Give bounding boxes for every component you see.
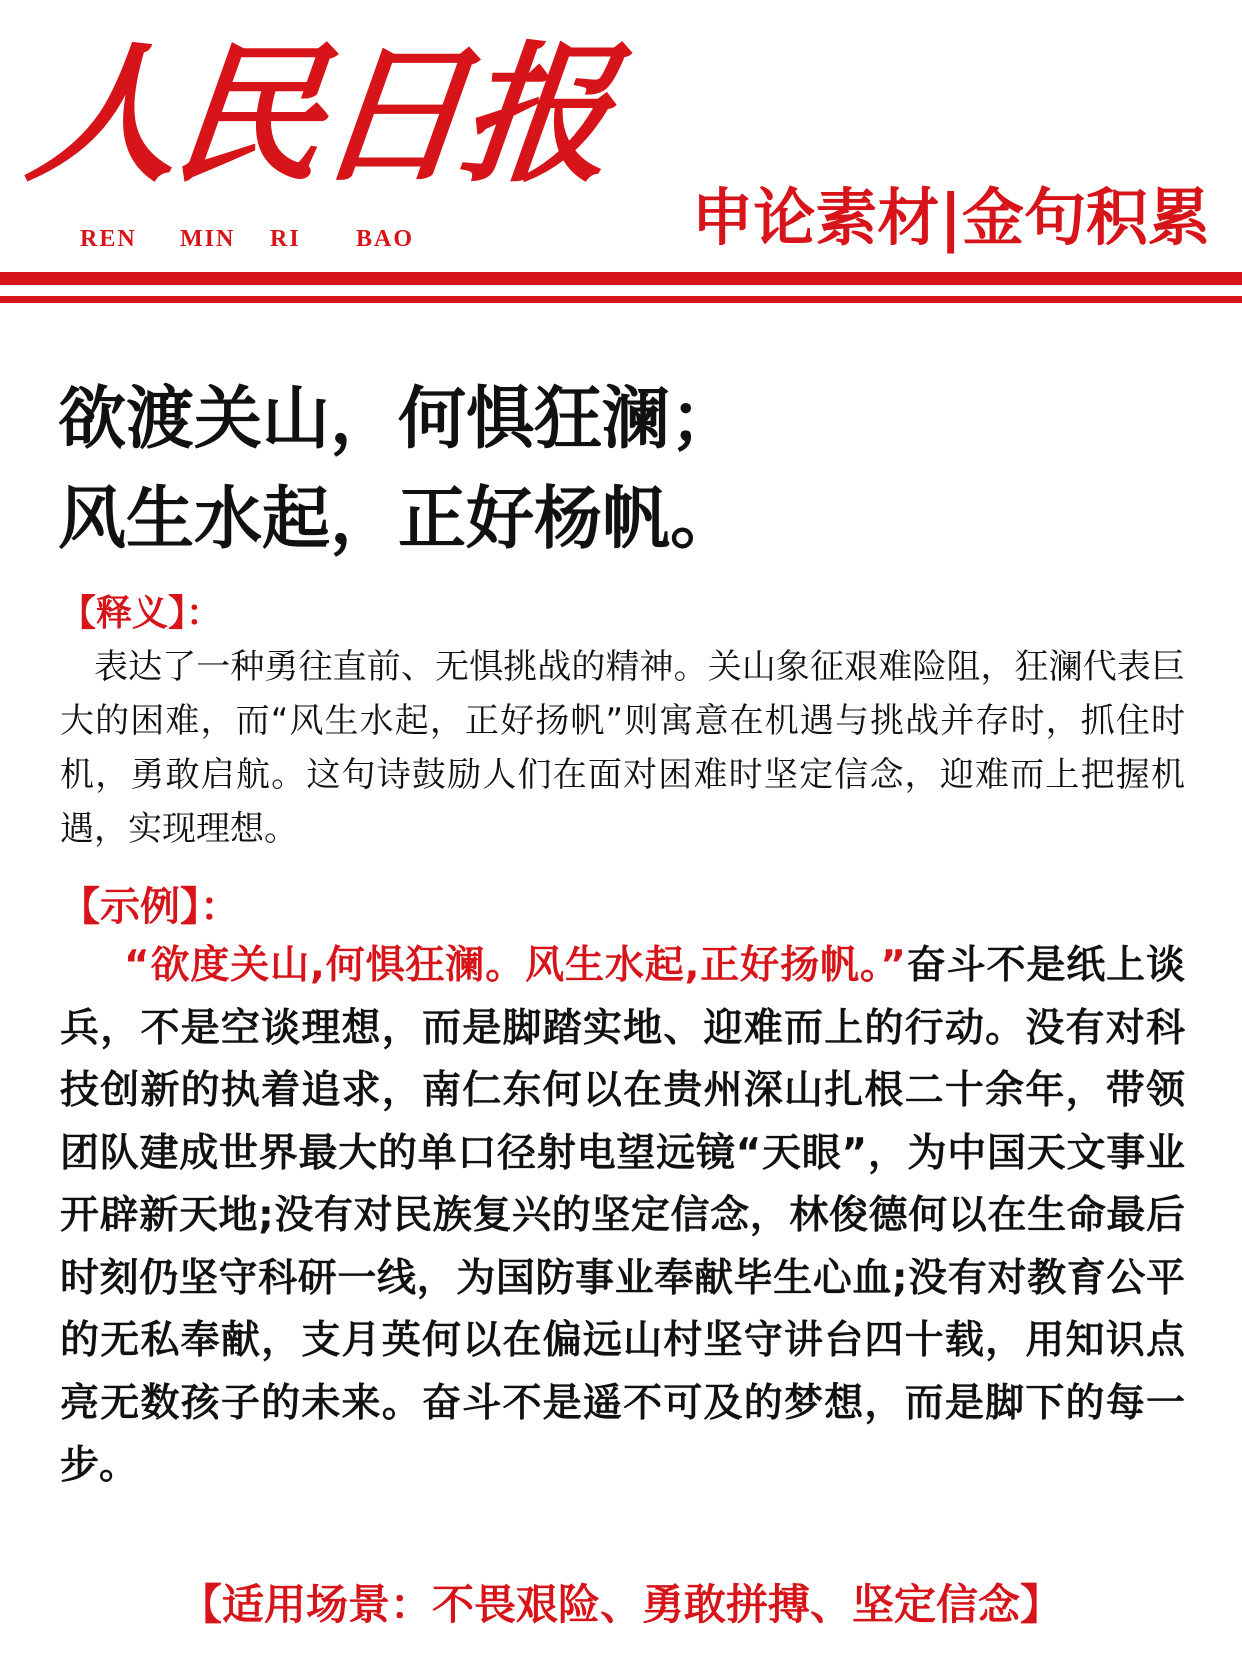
- tagline: 申论素材|金句积累: [691, 181, 1210, 254]
- headline: [58, 370, 738, 570]
- pinyin-bao: BAO: [356, 226, 415, 252]
- header-rule-thin: [0, 296, 1242, 303]
- pinyin-ren: REN: [80, 226, 137, 252]
- scenario-line: 【适用场景：不畏艰险、勇敢拼搏、坚定信念】: [179, 1580, 1062, 1629]
- pinyin-min: MIN: [180, 226, 236, 252]
- example-quote: “欲度关山,何惧狂澜。风生水起,正好扬帆。”: [124, 943, 906, 988]
- explanation-label: 【释义】：: [60, 593, 223, 634]
- pinyin-ri: RI: [270, 226, 301, 252]
- header-rule-thick: [0, 272, 1242, 285]
- explanation-text: 表达了一种勇往直前、无惧挑战的精神。关山象征艰难险阻，狂澜代表巨大的困难，而“风生水起，正好扬帆”则寓意在机遇与挑战并存时，抓住时机，勇敢启航。这句诗鼓励人们在面对困难时坚定信念，迎难而上把握机遇，实现理想。: [60, 647, 1185, 849]
- headline-line-1: 欲渡关山，何惧狂澜；: [58, 380, 739, 459]
- example-label: 【示例】：: [60, 884, 240, 930]
- headline-line-2: 风生水起，正好杨帆。: [58, 480, 739, 559]
- example-text: 奋斗不是纸上谈兵，不是空谈理想，而是脚踏实地、迎难而上的行动。没有对科技创新的执着追求，南仁东何以在贵州深山扎根二十余年，带领团队建成世界最大的单口径射电望远镜“天眼”，为中国天文事业开辟新天地;没有对民族复兴的坚定信念，林俊德何以在生命最后时刻仍坚守科研一线，为国防事业奉献毕生心血;没有对教育公平的无私奉献，支月英何以在偏远山村坚守讲台四十载，用知识点亮无数孩子的未来。奋斗不是遥不可及的梦想，而是脚下的每一步。: [60, 943, 1185, 1488]
- newspaper-logo: 人民日报: [20, 27, 616, 203]
- masthead: [0, 0, 1242, 320]
- example-paragraph: [60, 935, 1185, 1498]
